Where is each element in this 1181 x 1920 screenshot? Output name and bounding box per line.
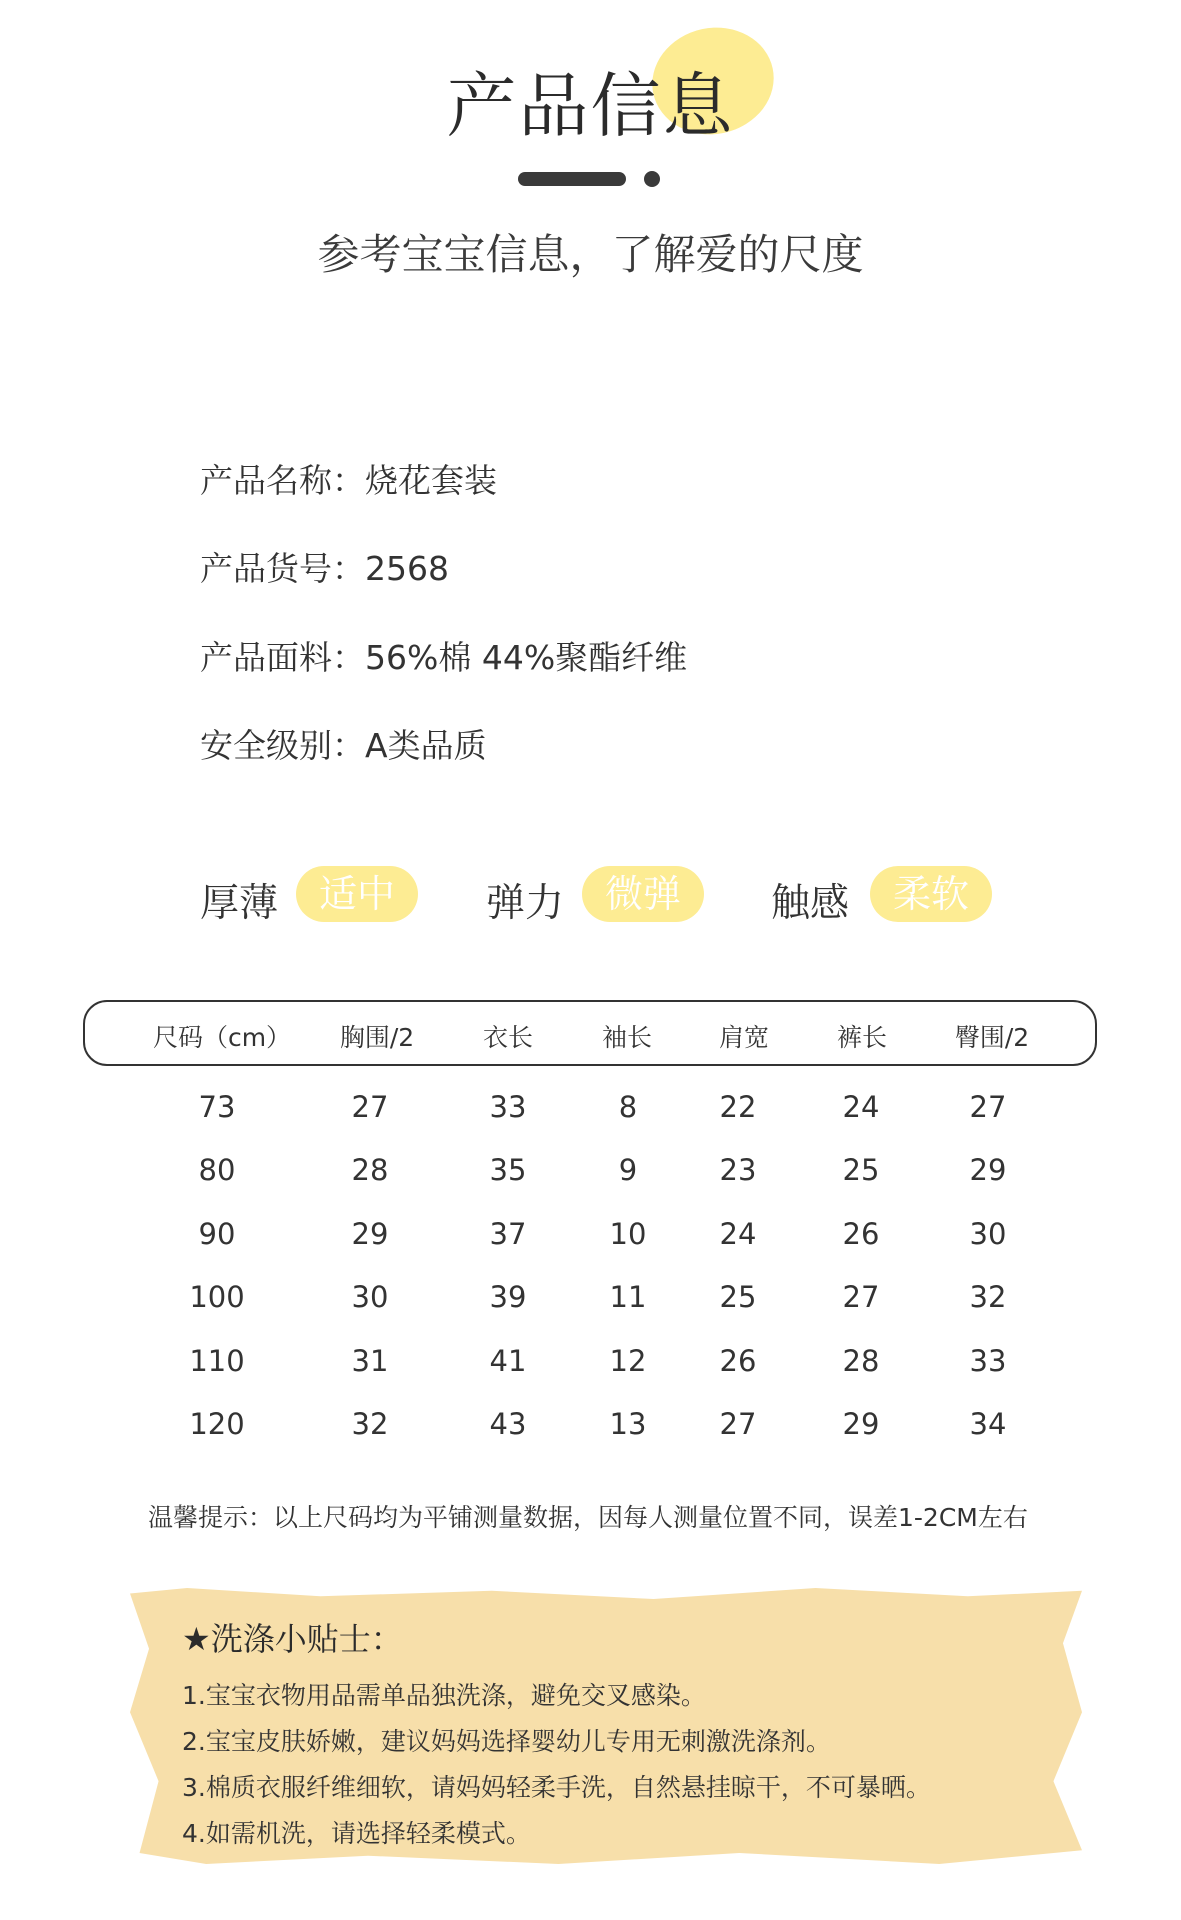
- table-header-length: 衣长: [482, 1023, 534, 1052]
- info-label: 安全级别：: [200, 726, 365, 765]
- attr-elasticity-badge: 微弹: [582, 866, 704, 922]
- table-cell: 27: [719, 1407, 757, 1441]
- table-cell: 100: [189, 1280, 245, 1314]
- table-cell: 41: [489, 1344, 527, 1378]
- table-cell: 73: [198, 1090, 236, 1124]
- attr-touch-label: 触感: [771, 881, 850, 926]
- tip-item: 2.宝宝皮肤娇嫩，建议妈妈选择婴幼儿专用无刺激洗涤剂。: [182, 1727, 831, 1756]
- tips-title: ★洗涤小贴士：: [182, 1620, 403, 1658]
- table-cell: 33: [969, 1344, 1007, 1378]
- table-cell: 25: [719, 1280, 757, 1314]
- table-cell: 10: [609, 1217, 647, 1251]
- table-cell: 34: [969, 1407, 1007, 1441]
- table-header-chest: 胸围/2: [339, 1023, 415, 1052]
- table-cell: 29: [351, 1217, 389, 1251]
- table-cell: 12: [609, 1344, 647, 1378]
- table-cell: 35: [489, 1153, 527, 1187]
- info-label: 产品面料：: [200, 638, 365, 677]
- table-cell: 32: [969, 1280, 1007, 1314]
- table-cell: 43: [489, 1407, 527, 1441]
- table-cell: 30: [351, 1280, 389, 1314]
- table-cell: 26: [842, 1217, 880, 1251]
- info-label: 产品名称：: [200, 461, 365, 500]
- table-cell: 13: [609, 1407, 647, 1441]
- attr-elasticity-label: 弹力: [486, 881, 565, 926]
- table-cell: 24: [719, 1217, 757, 1251]
- info-label: 产品货号：: [200, 549, 365, 588]
- table-header-shoulder: 肩宽: [718, 1023, 770, 1052]
- table-header-size: 尺码（cm）: [152, 1023, 292, 1052]
- table-cell: 27: [842, 1280, 880, 1314]
- table-header-sleeve: 袖长: [601, 1023, 653, 1052]
- tip-item: 3.棉质衣服纤维细软，请妈妈轻柔手洗，自然悬挂晾干，不可暴晒。: [182, 1773, 931, 1802]
- table-cell: 9: [618, 1153, 638, 1187]
- table-cell: 27: [969, 1090, 1007, 1124]
- table-cell: 25: [842, 1153, 880, 1187]
- title-divider-dot: [644, 171, 660, 187]
- table-cell: 30: [969, 1217, 1007, 1251]
- table-cell: 37: [489, 1217, 527, 1251]
- table-cell: 39: [489, 1280, 527, 1314]
- info-value: 烧花套装: [365, 461, 497, 500]
- tip-item: 1.宝宝衣物用品需单品独洗涤，避免交叉感染。: [182, 1681, 706, 1710]
- table-cell: 23: [719, 1153, 757, 1187]
- page-title: 产品信息: [446, 65, 735, 147]
- tip-item: 4.如需机洗，请选择轻柔模式。: [182, 1819, 531, 1848]
- size-note: 温馨提示：以上尺码均为平铺测量数据，因每人测量位置不同，误差1-2CM左右: [148, 1503, 1028, 1532]
- table-cell: 90: [198, 1217, 236, 1251]
- info-value: 2568: [365, 549, 449, 588]
- table-cell: 27: [351, 1090, 389, 1124]
- table-cell: 31: [351, 1344, 389, 1378]
- table-cell: 29: [969, 1153, 1007, 1187]
- table-cell: 29: [842, 1407, 880, 1441]
- table-cell: 120: [189, 1407, 245, 1441]
- table-cell: 33: [489, 1090, 527, 1124]
- info-row-fabric: [200, 632, 687, 679]
- info-row-safety: [200, 720, 487, 767]
- info-value: A类品质: [365, 726, 487, 765]
- table-cell: 110: [189, 1344, 245, 1378]
- attr-thickness-badge: 适中: [296, 866, 418, 922]
- page-subtitle: 参考宝宝信息，了解爱的尺度: [317, 230, 864, 279]
- table-cell: 24: [842, 1090, 880, 1124]
- table-header-hip: 臀围/2: [954, 1023, 1030, 1052]
- table-cell: 32: [351, 1407, 389, 1441]
- attr-thickness-label: 厚薄: [200, 881, 279, 926]
- info-value: 56%棉 44%聚酯纤维: [365, 638, 688, 677]
- table-cell: 28: [842, 1344, 880, 1378]
- info-row-sku: [200, 543, 449, 590]
- table-cell: 26: [719, 1344, 757, 1378]
- table-cell: 28: [351, 1153, 389, 1187]
- attr-touch-badge: 柔软: [870, 866, 992, 922]
- table-cell: 80: [198, 1153, 236, 1187]
- title-divider-bar: [518, 172, 626, 186]
- info-row-name: [200, 455, 497, 502]
- table-cell: 8: [618, 1090, 638, 1124]
- table-header-pants: 裤长: [836, 1023, 888, 1052]
- table-cell: 22: [719, 1090, 757, 1124]
- table-cell: 11: [609, 1280, 647, 1314]
